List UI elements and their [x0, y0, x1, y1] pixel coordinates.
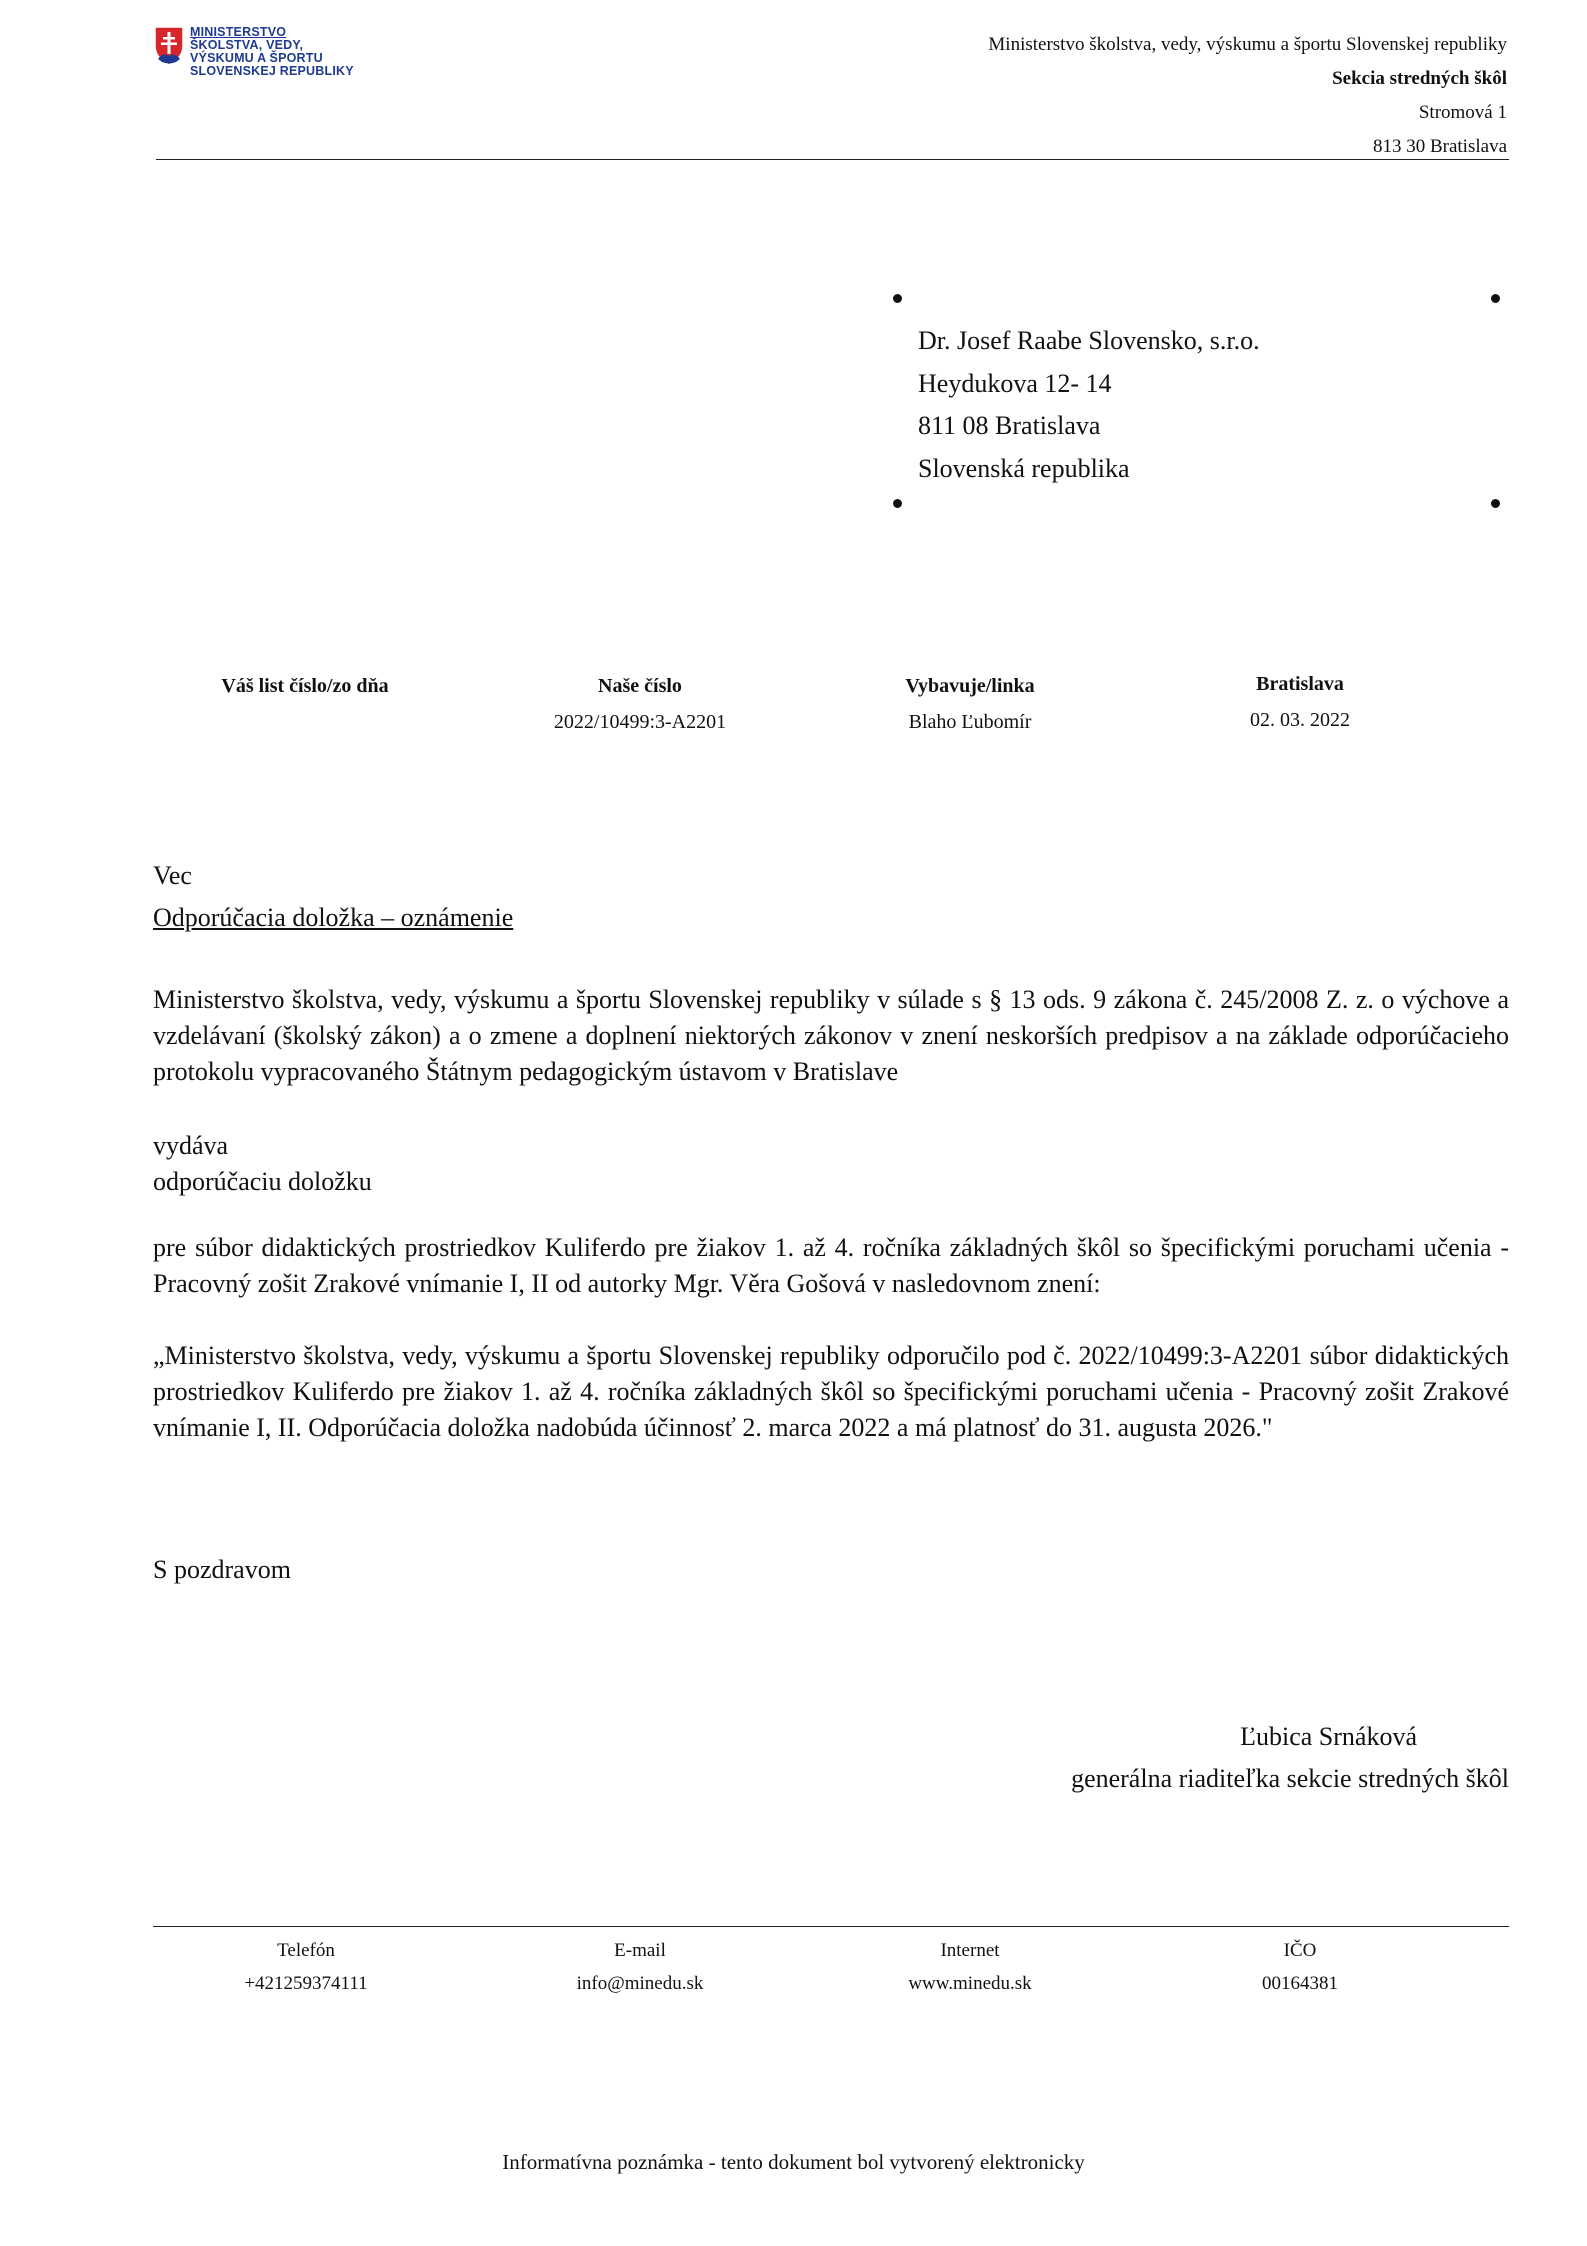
slovak-coat-of-arms-icon — [154, 26, 184, 66]
recipient-street: Heydukova 12- 14 — [918, 368, 1112, 398]
ref-our-number-value: 2022/10499:3-A2201 — [553, 711, 727, 733]
footer-email-value[interactable]: info@minedu.sk — [576, 1973, 704, 1994]
address-corner-marker — [893, 294, 902, 303]
ref-our-number-label: Naše číslo — [598, 675, 682, 697]
sender-section: Sekcia stredných škôl — [1332, 68, 1507, 89]
electronic-note: Informatívna poznámka - tento dokument bol vytvorený elektronicky — [502, 2150, 1085, 2174]
ref-date-value: 02. 03. 2022 — [1250, 709, 1350, 731]
recipient-name: Dr. Josef Raabe Slovensko, s.r.o. — [918, 326, 1260, 355]
ref-place-date — [1150, 666, 1450, 738]
footer-phone — [156, 1934, 456, 2000]
signature-block — [1071, 1716, 1509, 1800]
ref-our-number — [490, 668, 790, 740]
sender-city: 813 30 Bratislava — [1372, 136, 1507, 157]
ref-your-letter — [150, 668, 460, 704]
recipient-address — [918, 320, 1260, 490]
footer-phone-value: +421259374111 — [244, 1973, 368, 1994]
footer-divider — [153, 1926, 1509, 1927]
address-corner-marker — [893, 499, 902, 508]
footer-email — [490, 1934, 790, 2000]
footer-web-value[interactable]: www.minedu.sk — [908, 1973, 1032, 1994]
logo-text-line: SLOVENSKEJ REPUBLIKY — [190, 64, 354, 78]
footer-web-label: Internet — [940, 1940, 1000, 1961]
signature-name: Ľubica Srnáková — [1240, 1722, 1417, 1751]
address-corner-marker — [1491, 294, 1500, 303]
ministry-logo — [154, 24, 354, 86]
ref-handled-by-label: Vybavuje/linka — [905, 675, 1035, 697]
body-paragraph-1: Ministerstvo školstva, vedy, výskumu a športu Slovenskej republiky v súlade s § 13 ods. 9 zákona č. 245/2008 Z. z. o výchove a vzdelávaní (školský zákon) a o zmene a doplnení niektorých zákonov v znení neskorších predpisov a na základe odporúčacieho protokolu vypracovaného Štátnym pedagogickým ústavom v Bratislave — [153, 985, 1509, 1086]
ref-your-letter-label: Váš list číslo/zo dňa — [221, 675, 389, 697]
body-paragraph-2: pre súbor didaktických prostriedkov Kuliferdo pre žiakov 1. až 4. ročníka základných škôl so špecifickými poruchami učenia - Pracovný zošit Zrakové vnímanie I, II od autorky Mgr. Věra Gošová v nasledovnom znení: — [153, 1233, 1509, 1298]
body-paragraph-3: „Ministerstvo školstva, vedy, výskumu a športu Slovenskej republiky odporučilo pod č. 2022/10499:3-A2201 súbor didaktických prostriedkov Kuliferdo pre žiakov 1. až 4. ročníka základných škôl so špecifickými poruchami učenia - Pracovný zošit Zrakové vnímanie I, II. Odporúčacia doložka nadobúda účinnosť 2. marca 2022 a má platnosť do 31. augusta 2026." — [153, 1341, 1509, 1442]
subject-label: Vec — [153, 861, 192, 890]
footer-phone-label: Telefón — [277, 1940, 335, 1961]
ref-handled-by — [820, 668, 1120, 740]
footer-ico — [1150, 1934, 1450, 2000]
footer-ico-label: IČO — [1283, 1940, 1317, 1961]
footer-email-label: E-mail — [614, 1940, 666, 1961]
ref-place-label: Bratislava — [1256, 673, 1344, 695]
header-divider — [156, 159, 1509, 160]
recipient-city: 811 08 Bratislava — [918, 411, 1101, 440]
body-closing: S pozdravom — [153, 1555, 291, 1584]
body-doc-name: odporúčaciu doložku — [153, 1167, 372, 1196]
recipient-country: Slovenská republika — [918, 453, 1130, 483]
sender-org: Ministerstvo školstva, vedy, výskumu a športu Slovenskej republiky — [988, 34, 1507, 55]
logo-text-line: VÝSKUMU A ŠPORTU — [190, 51, 323, 65]
footer-ico-value: 00164381 — [1262, 1973, 1338, 1994]
body-issues: vydáva — [153, 1131, 229, 1160]
sender-street: Stromová 1 — [1418, 102, 1507, 123]
logo-text-line: ŠKOLSTVA, VEDY, — [190, 38, 304, 52]
subject-text: Odporúčacia doložka – oznámenie — [153, 903, 514, 932]
logo-text-line: MINISTERSTVO — [190, 25, 287, 39]
address-corner-marker — [1491, 499, 1500, 508]
signature-title: generálna riaditeľka sekcie stredných škôl — [1071, 1764, 1509, 1793]
sender-address — [988, 28, 1507, 164]
footer-web — [820, 1934, 1120, 2000]
ref-handled-by-value: Blaho Ľubomír — [908, 711, 1032, 733]
